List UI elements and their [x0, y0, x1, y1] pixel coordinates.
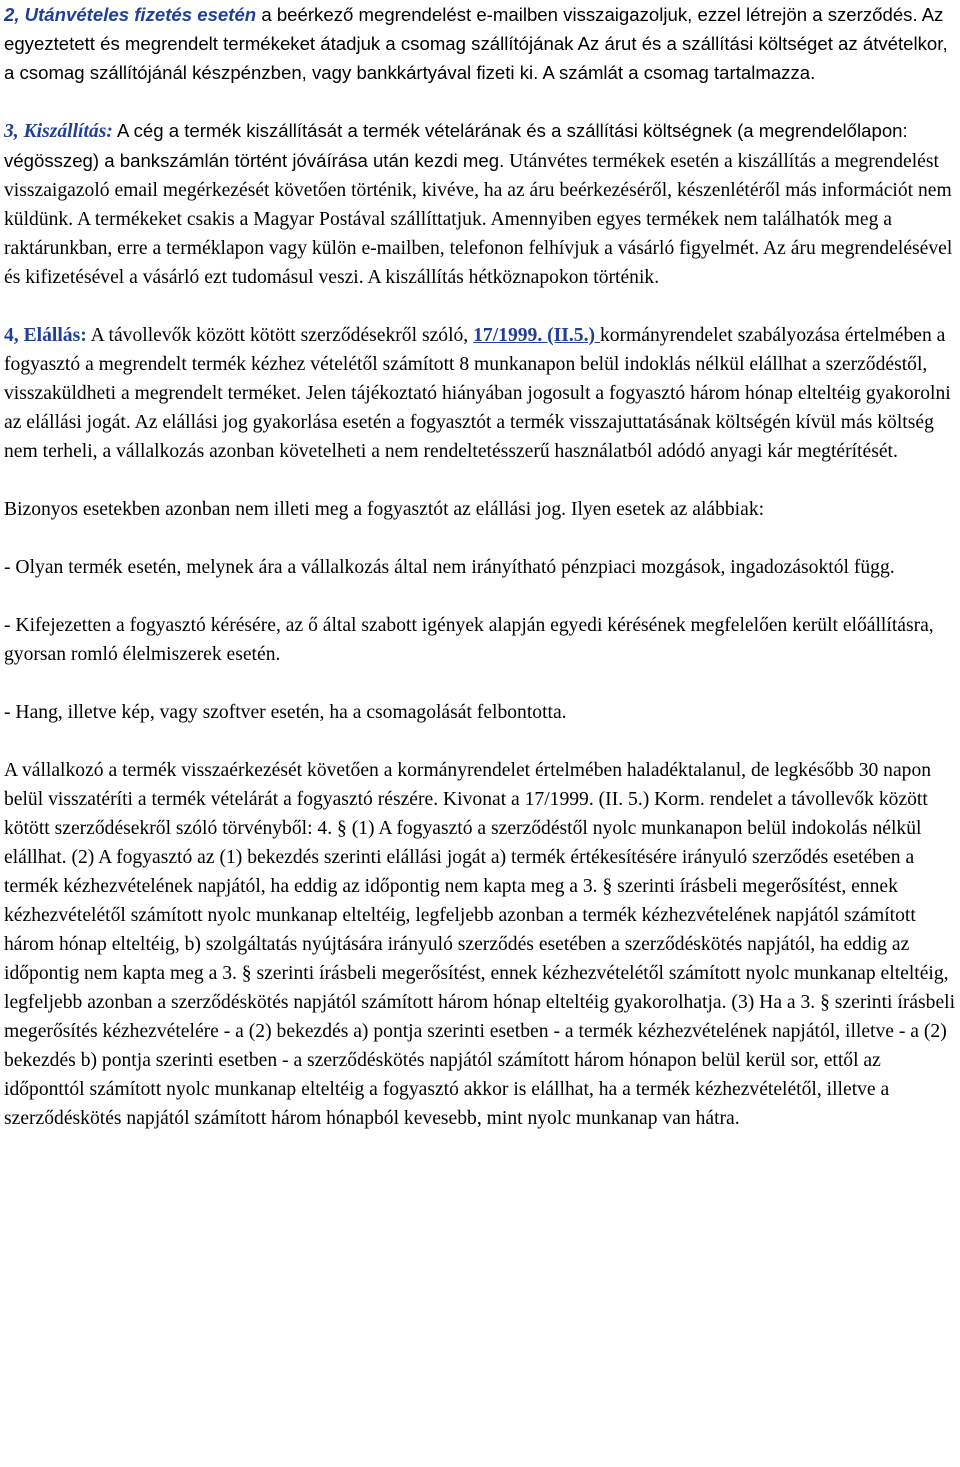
- section-body-delivery: Utánvétes termékek esetén a kiszállítás a megrendelést visszaigazoló email megérkezését követően történik, kivéve, ha az áru beérkezéséről, készenlétéről más információt nem küldünk. A termékeket csakis a Magyar Postával szállíttatjuk. Amennyiben egyes termékek nem találhatók meg a raktárunkban, erre a terméklapon vagy külön e-mailben, telefonon felhívjuk a vásárló figyelmét. Az áru megrendelésével és kifizetésével a vásárló ezt tudomásul veszi. A kiszállítás hétköznapokon történik.: [4, 151, 953, 288]
- section-heading-delivery: 3, Kiszállítás:: [4, 121, 113, 142]
- section-body-withdrawal-post: kormányrendelet szabályozása értelmében a fogyasztó a megrendelt termék kézhez vételétől számított 8 munkanapon belül indoklás nélkül elállhat a szerződéstől, visszaküldheti a megrendelt terméket. Jelen tájékoztató hiányában jogosult a fogyasztó három hónap elteltéig gyakorolni az elállási jogát. Az elállási jog gyakorlása esetén a fogyasztót a termék visszajuttatásának költségén kívül más költség nem terheli, a vállalkozás azonban követelheti a nem rendeltetésszerű használatból adódó anyagi kár megtérítését.: [4, 325, 951, 462]
- exceptions-intro-paragraph: Bizonyos esetekben azonban nem illeti meg a fogyasztót az elállási jog. Ilyen esetek az alábbiak:: [4, 499, 765, 520]
- exception-item-2: - Kifejezetten a fogyasztó kérésére, az ő által szabott igények alapján egyedi kérésének megfelelően került előállításra, gyorsan romló élelmiszerek esetén.: [4, 615, 934, 665]
- section-delivery: [4, 116, 956, 292]
- section-body-cod: a beérkező megrendelést e-mailben visszaigazoljuk, ezzel létrejön a szerződés. Az egyeztetett és megrendelt termékeket átadjuk a csomag szállítójának Az árut és a szállítási költséget az átvételkor, a csomag szállítójánál készpénzben, vagy bankkártyával fizeti ki. A számlát a csomag tartalmazza.: [4, 4, 948, 83]
- section-body-withdrawal-pre: A távollevők között kötött szerződésekről szóló,: [86, 325, 474, 346]
- section-body-delivery-sans: A cég a termék kiszállítását a termék vételárának és a szállítási költségnek (a megrendelőlapon: végösszeg) a bankszámlán történt jóváírása után kezdi meg.: [4, 120, 908, 171]
- document-page: [4, 0, 956, 1162]
- section-payment-cod: [4, 0, 956, 87]
- exception-item-1: - Olyan termék esetén, melynek ára a vállalkozás által nem irányítható pénzpiaci mozgások, ingadozásoktól függ.: [4, 557, 895, 578]
- refund-paragraph: A vállalkozó a termék visszaérkezését követően a kormányrendelet értelmében haladéktalanul, de legkésőbb 30 napon belül visszatéríti a termék vételárát a fogyasztó részére. Kivonat a 17/1999. (II. 5.) Korm. rendelet a távollevők között kötött szerződésekről szóló törvényből: 4. § (1) A fogyasztó a szerződéstől nyolc munkanapon belül indokolás nélkül elállhat. (2) A fogyasztó az (1) bekezdés szerinti elállási jogát a) termék értékesítésére irányuló szerződés esetében a termék kézhezvételének napjától, ha eddig az időpontig nem kapta meg a 3. § szerinti írásbeli megerősítést, ennek kézhezvételétől számított nyolc munkanap elteltéig, legfeljebb azonban a termék kézhezvételének napjától számított három hónap elteltéig, b) szolgáltatás nyújtására irányuló szerződés esetében a szerződéskötés napjától, ha eddig az időpontig nem kapta meg a 3. § szerinti írásbeli megerősítést, ennek kézhezvételétől számított nyolc munkanap elteltéig, legfeljebb azonban a szerződéskötés napjától számított három hónap elteltéig gyakorolhatja. (3) Ha a 3. § szerinti írásbeli megerősítés kézhezvételére - a (2) bekezdés a) pontja szerinti esetben - a termék kézhezvételének napjától, illetve - a (2) bekezdés b) pontja szerinti esetben - a szerződéskötés napjától számított három hónapon belül kerül sor, ettől az időponttól számított nyolc munkanap elteltéig a fogyasztó akkor is elállhat, ha a termék kézhezvételétől, illetve a szerződéskötés napjától számított három hónapból kevesebb, mint nyolc munkanap van hátra.: [4, 760, 956, 1129]
- section-heading-withdrawal: 4, Elállás:: [4, 325, 87, 346]
- exception-item-3: - Hang, illetve kép, vagy szoftver esetén, ha a csomagolását felbontotta.: [4, 702, 567, 723]
- section-withdrawal: [4, 321, 956, 466]
- section-heading-cod: 2, Utánvételes fizetés esetén: [4, 4, 257, 25]
- decree-link[interactable]: 17/1999. (II.5.): [473, 325, 600, 346]
